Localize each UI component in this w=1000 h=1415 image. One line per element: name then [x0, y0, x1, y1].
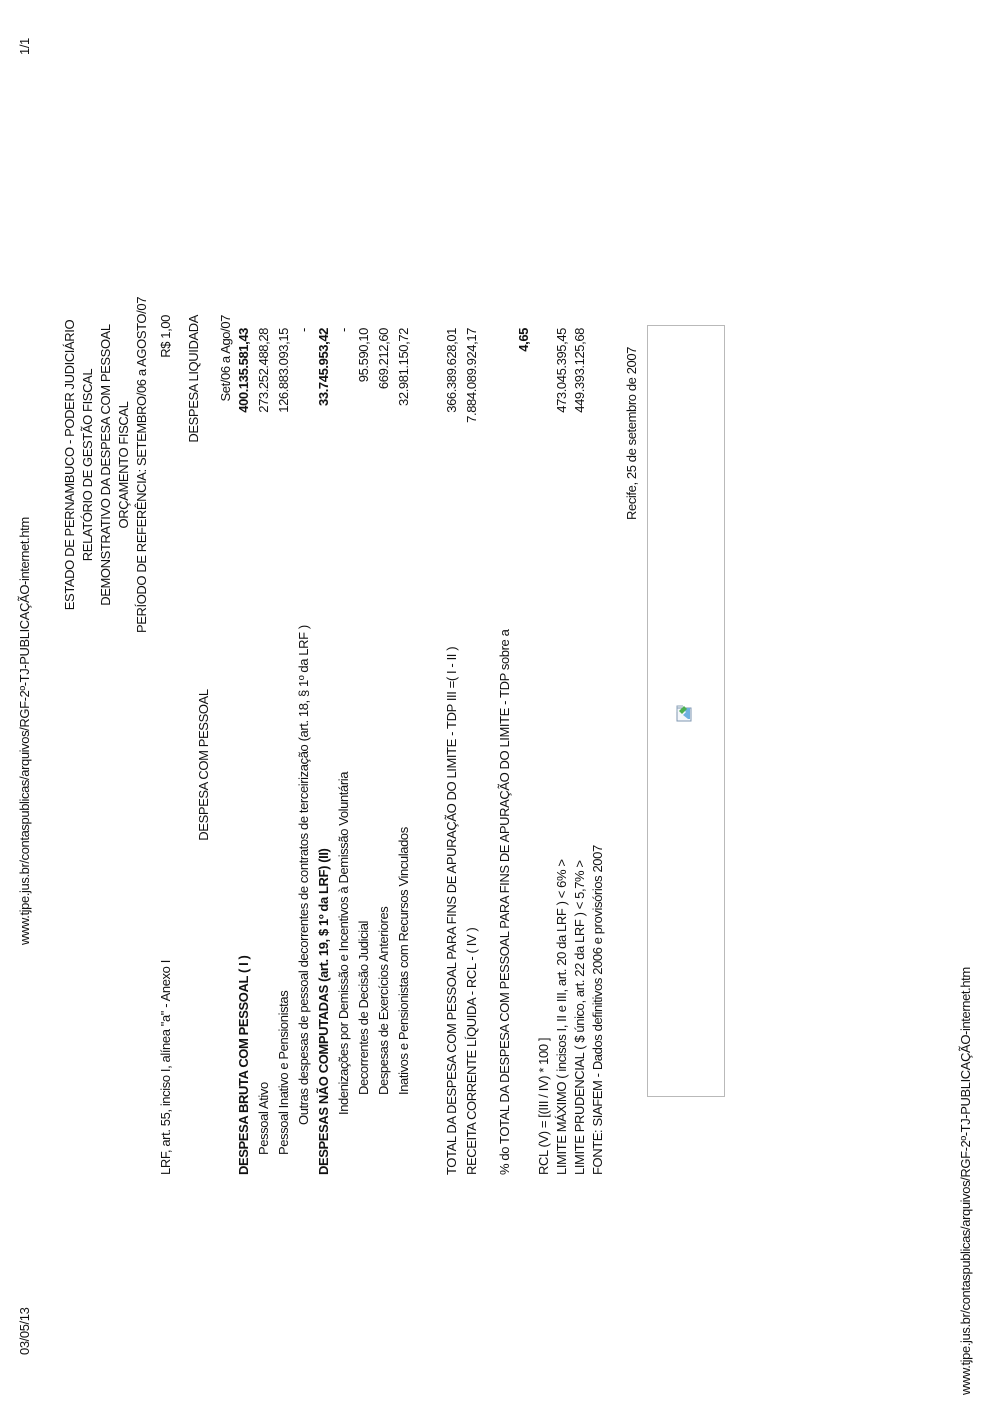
limite-prudencial-value: 449.393.125,68 — [572, 328, 587, 413]
percentage-value: 4,65 — [516, 328, 531, 352]
print-url-bottom[interactable]: www.tjpe.jus.br/contaspublicas/arquivos/RGF-2º-TJ-PUBLICAÇÃO-internet.htm — [958, 967, 973, 1395]
row-label: DESPESA BRUTA COM PESSOAL ( I ) — [236, 955, 251, 1175]
broken-image-icon — [675, 704, 693, 722]
place-date: Recife, 25 de setembro de 2007 — [624, 346, 639, 520]
total-value: 7.884.089.924,17 — [464, 328, 479, 423]
row-label: Indenizações por Demissão e Incentivos à Demissão Voluntária — [336, 771, 351, 1115]
row-label: Decorrentes de Decisão Judicial — [356, 920, 371, 1095]
row-value: 95.590,10 — [356, 328, 371, 383]
header-line-1: ESTADO DE PERNAMBUCO - PODER JUDICIÁRIO — [62, 319, 77, 611]
total-value: 366.389.628,01 — [444, 328, 459, 413]
header-line-4: ORÇAMENTO FISCAL — [116, 401, 131, 529]
total-label: RECEITA CORRENTE LÍQUIDA - RCL - ( IV ) — [464, 927, 479, 1175]
row-value: 126.883.093,15 — [276, 328, 291, 413]
percentage-label: % do TOTAL DA DESPESA COM PESSOAL PARA FINS DE APURAÇÃO DO LIMITE - TDP sobre a — [497, 629, 512, 1175]
limite-maximo-label: LIMITE MÁXIMO ( incisos I, II e III, art. 20 da LRF ) < 6% > — [554, 859, 569, 1175]
row-label: Pessoal Inativo e Pensionistas — [276, 990, 291, 1155]
row-value: 669.212,60 — [376, 328, 391, 390]
row-value: - — [336, 328, 351, 332]
rcl-formula: RCL (V) = [(III / IV) * 100 ] — [536, 1037, 551, 1175]
row-value: 33.745.953,42 — [316, 328, 331, 406]
row-label: Inativos e Pensionistas com Recursos Vinculados — [396, 827, 411, 1095]
print-date: 03/05/13 — [17, 1307, 32, 1355]
header-line-5: PERÍODO DE REFERÊNCIA: SETEMBRO/06 a AGOSTO/07 — [134, 296, 149, 634]
row-value: 400.135.581,43 — [236, 328, 251, 413]
row-label: Outras despesas de pessoal decorrentes de contratos de terceirização (art. 18, § 1º da LRF ) — [296, 625, 311, 1125]
header-line-2: RELATÓRIO DE GESTÃO FISCAL — [80, 368, 95, 562]
row-label: Despesas de Exercícios Anteriores — [376, 906, 391, 1095]
column-header-label: DESPESA COM PESSOAL — [196, 689, 211, 841]
fonte-note: FONTE: SIAFEM - Dados definitivos 2006 e provisórios 2007 — [590, 845, 605, 1175]
column-header-period: Set/06 a Ago/07 — [218, 315, 233, 402]
total-label: TOTAL DA DESPESA COM PESSOAL PARA FINS DE APURAÇÃO DO LIMITE - TDP III =( I - II ) — [444, 646, 459, 1175]
limite-prudencial-label: LIMITE PRUDENCIAL ( $ único, art. 22 da LRF ) < 5,7% > — [572, 860, 587, 1175]
print-page-number: 1/1 — [17, 38, 32, 55]
limite-maximo-value: 473.045.395,45 — [554, 328, 569, 413]
row-label: DESPESAS NÃO COMPUTADAS (art. 19, $ 1º da LRF) (II) — [316, 848, 331, 1175]
row-label: Pessoal Ativo — [256, 1082, 271, 1155]
currency-unit: R$ 1,00 — [158, 315, 173, 358]
row-value: - — [296, 328, 311, 332]
lrf-reference: LRF, art. 55, inciso I, alínea "a" - Anexo I — [158, 960, 173, 1175]
row-value: 32.981.150,72 — [396, 328, 411, 406]
row-value: 273.252.488,28 — [256, 328, 271, 413]
print-url-top[interactable]: www.tjpe.jus.br/contaspublicas/arquivos/RGF-2º-TJ-PUBLICAÇÃO-internet.htm — [17, 517, 32, 945]
header-line-3: DEMONSTRATIVO DA DESPESA COM PESSOAL — [98, 324, 113, 606]
column-header-value: DESPESA LIQUIDADA — [186, 315, 201, 443]
